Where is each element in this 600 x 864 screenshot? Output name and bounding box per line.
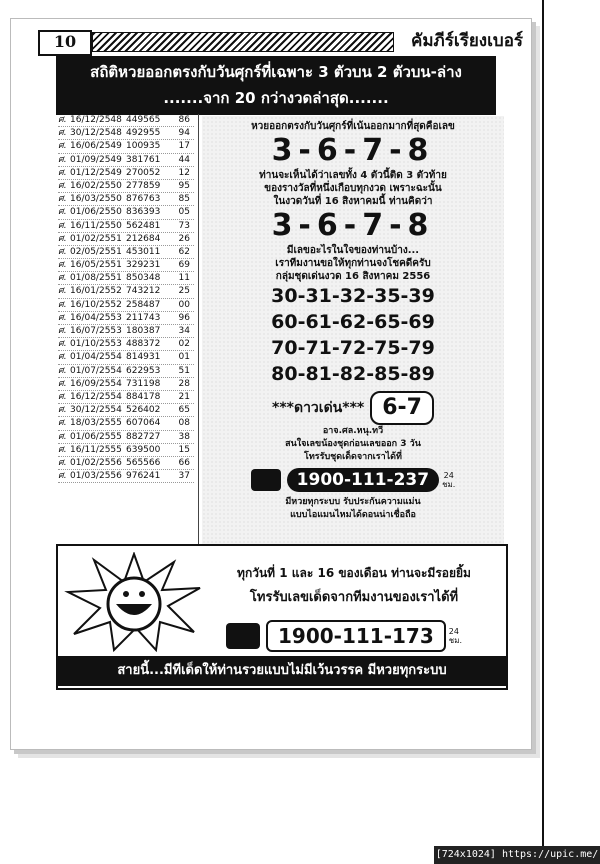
table-row [58, 246, 194, 259]
day-cell: ศ. [58, 154, 67, 165]
date-cell: 01/06/2550 [70, 207, 122, 218]
combo-3: 70-71-72-75-79 [271, 337, 435, 359]
day-cell: ศ. [58, 405, 67, 416]
number-cell: 329231 [126, 260, 161, 271]
date-cell: 16/03/2550 [70, 194, 122, 205]
two-digit-cell: 69 [178, 260, 190, 271]
two-digit-cell: 01 [178, 352, 190, 363]
day-cell: ศ. [58, 312, 67, 323]
combo-1: 30-31-32-35-39 [271, 285, 435, 307]
number-cell: 180387 [126, 326, 161, 336]
table-row [58, 167, 194, 180]
day-cell: ศ. [58, 128, 67, 139]
date-cell: 18/03/2555 [70, 418, 122, 429]
table-row [58, 154, 194, 167]
header-hatch [92, 32, 394, 52]
date-cell: 01/09/2549 [70, 154, 122, 165]
number-cell: 449565 [126, 115, 161, 125]
combo-2: 60-61-62-65-69 [271, 311, 435, 333]
two-digit-cell: 86 [178, 115, 190, 125]
combo-4: 80-81-82-85-89 [271, 363, 435, 385]
table-row [58, 351, 194, 364]
explain-line1: ท่านจะเห็นได้ว่าเลขทั้ง 4 ตัวนี้ติด 3 ตัวท้าย [259, 170, 447, 181]
day-cell: ศ. [58, 352, 67, 363]
table-row [58, 391, 194, 404]
day-cell: ศ. [58, 391, 67, 402]
number-cell: 562481 [126, 220, 161, 231]
day-cell: ศ. [58, 180, 67, 191]
date-cell: 01/03/2556 [70, 471, 122, 482]
two-digit-cell: 85 [178, 194, 190, 205]
table-row [58, 457, 194, 470]
number-cell: 976241 [126, 471, 161, 482]
day-cell: ศ. [58, 167, 67, 178]
number-cell: 622953 [126, 365, 161, 376]
day-cell: ศ. [58, 273, 67, 284]
date-cell: 01/04/2554 [70, 352, 122, 363]
headline-banner [56, 56, 496, 115]
number-cell: 526402 [126, 405, 161, 416]
number-cell: 743212 [126, 286, 161, 297]
date-cell: 30/12/2548 [70, 128, 122, 139]
date-cell: 16/11/2555 [70, 444, 122, 455]
table-row [58, 140, 194, 153]
two-digit-cell: 05 [178, 207, 190, 218]
watermark[interactable]: [724x1024] https://upic.me/ [434, 846, 600, 864]
day-cell: ศ. [58, 260, 67, 271]
table-row [58, 312, 194, 325]
number-cell: 836393 [126, 207, 161, 218]
number-cell: 639500 [126, 444, 161, 455]
footnote-line2: แบบไอแมนไหมได้ดอนน่าเชื่อถือ [290, 510, 416, 520]
day-cell: ศ. [58, 207, 67, 218]
two-digit-cell: 12 [178, 167, 190, 178]
page-number: 10 [38, 30, 92, 56]
date-cell: 01/07/2554 [70, 365, 122, 376]
promo-line2: โทรรับชุดเด็ดจากเราได้ที่ [304, 452, 402, 462]
page-header [38, 30, 534, 52]
number-cell: 488372 [126, 339, 161, 350]
table-row [58, 444, 194, 457]
day-cell: ศ. [58, 326, 67, 336]
table-row [58, 365, 194, 378]
two-digit-cell: 66 [178, 457, 190, 468]
table-row [58, 127, 194, 140]
two-digit-cell: 94 [178, 128, 190, 139]
telephone-icon [226, 623, 260, 649]
hours-badge: 24 ชม. [448, 627, 463, 645]
two-digit-cell: 17 [178, 141, 190, 152]
date-cell: 30/12/2554 [70, 405, 122, 416]
two-digit-cell: 51 [178, 365, 190, 376]
results-table [58, 114, 194, 544]
bottom-ad [56, 544, 508, 690]
two-digit-cell: 62 [178, 246, 190, 257]
bottom-line2: โทรรับเลขเด็ดจากทีมงานของเราได้ที่ [249, 590, 459, 605]
number-cell: 270052 [126, 167, 161, 178]
day-cell: ศ. [58, 141, 67, 152]
date-cell: 01/12/2549 [70, 167, 122, 178]
number-cell: 884178 [126, 391, 161, 402]
day-cell: ศ. [58, 431, 67, 442]
number-cell: 381761 [126, 154, 161, 165]
two-digit-cell: 02 [178, 339, 190, 350]
number-cell: 814931 [126, 352, 161, 363]
explain-line3: ในงวดวันที่ 16 สิงหาคมนี้ ท่านคิดว่า [273, 196, 433, 207]
date-cell: 16/12/2548 [70, 115, 122, 125]
star-label: ***ดาวเด่น*** [272, 400, 365, 416]
date-cell: 01/02/2556 [70, 457, 122, 468]
two-digit-cell: 95 [178, 180, 190, 191]
day-cell: ศ. [58, 418, 67, 429]
number-cell: 100935 [126, 141, 161, 152]
table-row [58, 285, 194, 298]
telephone-icon [251, 469, 281, 491]
date-cell: 16/01/2552 [70, 286, 122, 297]
table-row [58, 404, 194, 417]
brand-title: คัมภีร์เรียงเบอร์ [410, 31, 524, 51]
intro-text: หวยออกตรงกับวันศุกร์ที่เน้นออกมากที่สุดคือเลข [251, 121, 455, 132]
two-digit-cell: 21 [178, 391, 190, 402]
two-digit-cell: 65 [178, 405, 190, 416]
number-cell: 607064 [126, 418, 161, 429]
footnote-line1: มีหวยทุกระบบ รับประกันความแม่น [285, 497, 421, 507]
date-cell: 16/09/2554 [70, 378, 122, 389]
question-line2: เราทีมงานขอให้ทุกท่านจงโชคดีครับ [275, 258, 431, 269]
analysis-panel [202, 116, 504, 546]
table-row [58, 259, 194, 272]
star-pair: 6-7 [370, 391, 434, 425]
two-digit-cell: 15 [178, 444, 190, 455]
number-cell: 211743 [126, 312, 161, 323]
date-cell: 01/02/2551 [70, 233, 122, 244]
number-cell: 277859 [126, 180, 161, 191]
day-cell: ศ. [58, 286, 67, 297]
number-cell: 453011 [126, 246, 161, 257]
number-cell: 850348 [126, 273, 161, 284]
table-row [58, 193, 194, 206]
date-cell: 16/07/2553 [70, 326, 122, 336]
table-row [58, 417, 194, 430]
bottom-line1: ทุกวันที่ 1 และ 16 ของเดือน ท่านจะมีรอยยิ้ม [237, 566, 471, 580]
day-cell: ศ. [58, 299, 67, 310]
two-digit-cell: 28 [178, 378, 190, 389]
date-cell: 16/04/2553 [70, 312, 122, 323]
date-cell: 16/10/2552 [70, 299, 122, 310]
number-cell: 882727 [126, 431, 161, 442]
date-cell: 01/06/2555 [70, 431, 122, 442]
table-row [58, 431, 194, 444]
date-cell: 16/02/2550 [70, 180, 122, 191]
table-row [58, 206, 194, 219]
date-cell: 01/10/2553 [70, 339, 122, 350]
two-digit-cell: 37 [178, 471, 190, 482]
phone-box [202, 468, 504, 492]
promo-line1: สนใจเลขน้องชุดก่อนเลขออก 3 วัน [285, 439, 421, 449]
table-row [58, 220, 194, 233]
smiley-burst-icon [64, 552, 204, 652]
bottom-phone-number[interactable]: 1900-111-173 [266, 620, 446, 652]
headline-line1: สถิติหวยออกตรงกับวันศุกร์ที่เฉพาะ 3 ตัวบน 2 ตัวบน-ล่าง [90, 63, 462, 81]
number-cell: 258487 [126, 299, 161, 310]
two-digit-cell: 11 [178, 273, 190, 284]
day-cell: ศ. [58, 444, 67, 455]
day-cell: ศ. [58, 194, 67, 205]
two-digit-cell: 08 [178, 418, 190, 429]
day-cell: ศ. [58, 365, 67, 376]
day-cell: ศ. [58, 115, 67, 125]
number-cell: 212684 [126, 233, 161, 244]
table-row [58, 338, 194, 351]
two-digit-cell: 25 [178, 286, 190, 297]
table-row [58, 470, 194, 483]
hours-badge: 24 ชม. [442, 471, 456, 489]
two-digit-cell: 26 [178, 233, 190, 244]
table-row [58, 272, 194, 285]
bottom-phone-box [226, 620, 462, 652]
number-cell: 731198 [126, 378, 161, 389]
table-row [58, 299, 194, 312]
day-cell: ศ. [58, 246, 67, 257]
two-digit-cell: 34 [178, 326, 190, 336]
table-row [58, 325, 194, 338]
table-row [58, 233, 194, 246]
author: อาจ.ศล.หนุ.ทวี [322, 426, 384, 436]
two-digit-cell: 44 [178, 154, 190, 165]
day-cell: ศ. [58, 220, 67, 231]
number-cell: 492955 [126, 128, 161, 139]
day-cell: ศ. [58, 233, 67, 244]
table-row [58, 378, 194, 391]
two-digit-cell: 38 [178, 431, 190, 442]
phone-number[interactable]: 1900-111-237 [287, 468, 439, 492]
headline-line2: .......จาก 20 กว่างวดล่าสุด....... [163, 89, 389, 107]
date-cell: 16/06/2549 [70, 141, 122, 152]
question-line1: มีเลขอะไรในใจของท่านบ้าง... [286, 245, 420, 256]
table-row [58, 114, 194, 127]
day-cell: ศ. [58, 457, 67, 468]
date-cell: 16/05/2551 [70, 260, 122, 271]
number-cell: 565566 [126, 457, 161, 468]
page-edge [542, 0, 600, 864]
date-cell: 02/05/2551 [70, 246, 122, 257]
second-numbers: 3-6-7-8 [271, 208, 435, 243]
star-row [202, 391, 504, 425]
date-cell: 16/12/2554 [70, 391, 122, 402]
two-digit-cell: 73 [178, 220, 190, 231]
explain-line2: ของรางวัลที่หนึ่งเกือบทุกงวด เพราะฉะนั้น [264, 183, 442, 194]
date-cell: 01/08/2551 [70, 273, 122, 284]
day-cell: ศ. [58, 471, 67, 482]
number-cell: 876763 [126, 194, 161, 205]
question-line3: กลุ่มชุดเด่นงวด 16 สิงหาคม 2556 [275, 271, 431, 282]
column-divider [198, 114, 199, 544]
bottom-slogan: สายนี้...มีทีเด็ดให้ท่านรวยแบบไม่มีเว้นวรรค มีหวยทุกระบบ [58, 656, 506, 686]
table-row [58, 180, 194, 193]
two-digit-cell: 00 [178, 299, 190, 310]
day-cell: ศ. [58, 339, 67, 350]
date-cell: 16/11/2550 [70, 220, 122, 231]
day-cell: ศ. [58, 378, 67, 389]
top-numbers: 3-6-7-8 [271, 133, 435, 168]
two-digit-cell: 96 [178, 312, 190, 323]
